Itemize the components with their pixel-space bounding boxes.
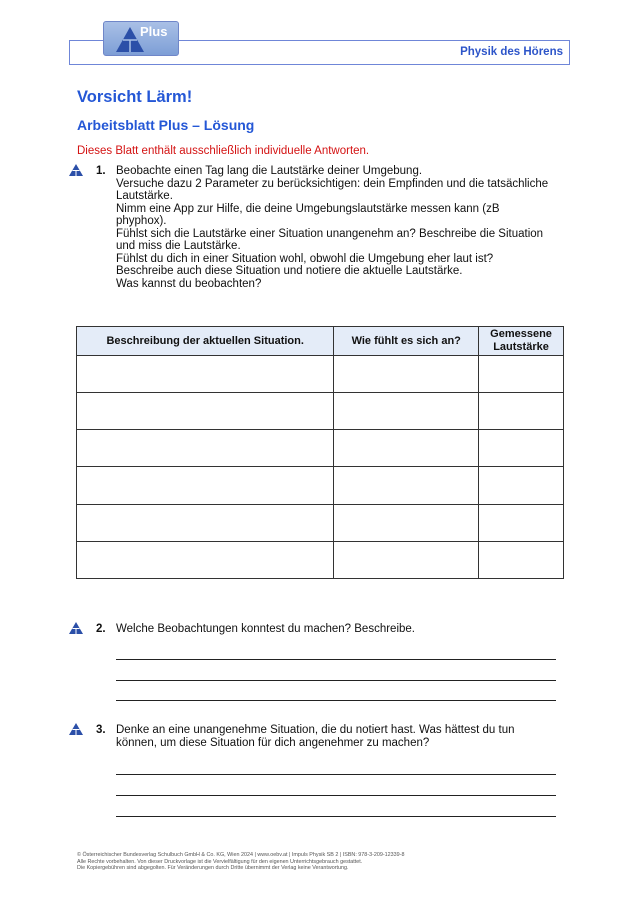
table-cell[interactable] xyxy=(77,504,334,541)
task-triangle-icon xyxy=(69,622,83,634)
copyright-footer xyxy=(77,852,404,872)
header-title: Physik des Hörens xyxy=(460,46,563,58)
task-line: Nimm eine App zur Hilfe, die deine Umgebungslautstärke messen kann (zB xyxy=(116,202,500,215)
logo-label: Plus xyxy=(140,24,168,39)
table-cell[interactable] xyxy=(334,541,479,578)
task-number: 2. xyxy=(96,623,106,635)
task-1-text xyxy=(116,165,548,290)
task-line: Fühlst du dich in einer Situation wohl, obwohl die Umgebung eher laut ist? xyxy=(116,252,494,265)
task-line: Fühlst sich die Lautstärke einer Situation unangenehm an? Beschreibe die Situation xyxy=(116,227,544,240)
table-row xyxy=(77,541,564,578)
answer-line[interactable] xyxy=(116,700,556,701)
answer-line[interactable] xyxy=(116,774,556,775)
footer-line: Alle Rechte vorbehalten. Von dieser Druckvorlage ist die Vervielfältigung für den eigenen Unterrichtsgebrauch gestattet. xyxy=(77,858,363,865)
table-cell[interactable] xyxy=(77,356,334,393)
task-line: phyphox). xyxy=(116,215,167,227)
table-row xyxy=(77,504,564,541)
table-row xyxy=(77,356,564,393)
table-cell[interactable] xyxy=(334,467,479,504)
column-header-situation: Beschreibung der aktuellen Situation. xyxy=(77,327,334,356)
task-line: Versuche dazu 2 Parameter zu berücksichtigen: dein Empfinden und die tatsächliche xyxy=(116,177,549,190)
answer-line[interactable] xyxy=(116,816,556,817)
observation-table xyxy=(76,326,564,579)
table-cell[interactable] xyxy=(479,430,564,467)
table-header-row xyxy=(77,327,564,356)
table-cell[interactable] xyxy=(77,430,334,467)
table-cell[interactable] xyxy=(334,504,479,541)
table-cell[interactable] xyxy=(77,467,334,504)
task-line: Was kannst du beobachten? xyxy=(116,277,262,290)
task-triangle-icon xyxy=(69,723,83,735)
column-header-feeling: Wie fühlt es sich an? xyxy=(334,327,479,356)
task-triangle-icon xyxy=(69,164,83,176)
table-cell[interactable] xyxy=(334,430,479,467)
page-subtitle: Arbeitsblatt Plus – Lösung xyxy=(77,117,255,133)
task-line: und miss die Lautstärke. xyxy=(116,240,241,252)
table-cell[interactable] xyxy=(479,467,564,504)
table-cell[interactable] xyxy=(479,541,564,578)
table-row xyxy=(77,467,564,504)
table-cell[interactable] xyxy=(77,393,334,430)
table-cell[interactable] xyxy=(479,393,564,430)
table-cell[interactable] xyxy=(334,356,479,393)
task-2-text xyxy=(116,623,415,636)
footer-line: © Österreichischer Bundesverlag Schulbuch GmbH & Co. KG, Wien 2024 | www.oebv.at | Impuls Physik SB 2 | ISBN: 978-3-209-12339-8 xyxy=(77,852,405,858)
table-cell[interactable] xyxy=(334,393,479,430)
task-number: 3. xyxy=(96,724,106,736)
task-line: Beschreibe auch diese Situation und notiere die aktuelle Lautstärke. xyxy=(116,265,463,277)
table-cell[interactable] xyxy=(77,541,334,578)
answer-line[interactable] xyxy=(116,795,556,796)
table-cell[interactable] xyxy=(479,356,564,393)
page-title: Vorsicht Lärm! xyxy=(77,88,193,106)
task-3-text xyxy=(116,724,515,749)
table-row xyxy=(77,430,564,467)
column-header-volume: Gemessene Lautstärke xyxy=(479,327,564,356)
table-row xyxy=(77,393,564,430)
answer-line[interactable] xyxy=(116,680,556,681)
answer-line[interactable] xyxy=(116,659,556,660)
task-line: Welche Beobachtungen konntest du machen? Beschreibe. xyxy=(116,623,415,635)
task-number: 1. xyxy=(96,165,106,177)
solution-notice: Dieses Blatt enthält ausschließlich individuelle Antworten. xyxy=(77,145,370,157)
task-line: können, um diese Situation für dich angenehmer zu machen? xyxy=(116,736,430,749)
table-cell[interactable] xyxy=(479,504,564,541)
task-line: Beobachte einen Tag lang die Lautstärke deiner Umgebung. xyxy=(116,165,423,177)
task-line: Lautstärke. xyxy=(116,190,173,202)
task-line: Denke an eine unangenehme Situation, die du notiert hast. Was hättest du tun xyxy=(116,724,515,736)
footer-line: Die Kopiergebühren sind abgegolten. Für Veränderungen durch Dritte übernimmt der Verlag keine Verantwortung. xyxy=(77,865,349,872)
